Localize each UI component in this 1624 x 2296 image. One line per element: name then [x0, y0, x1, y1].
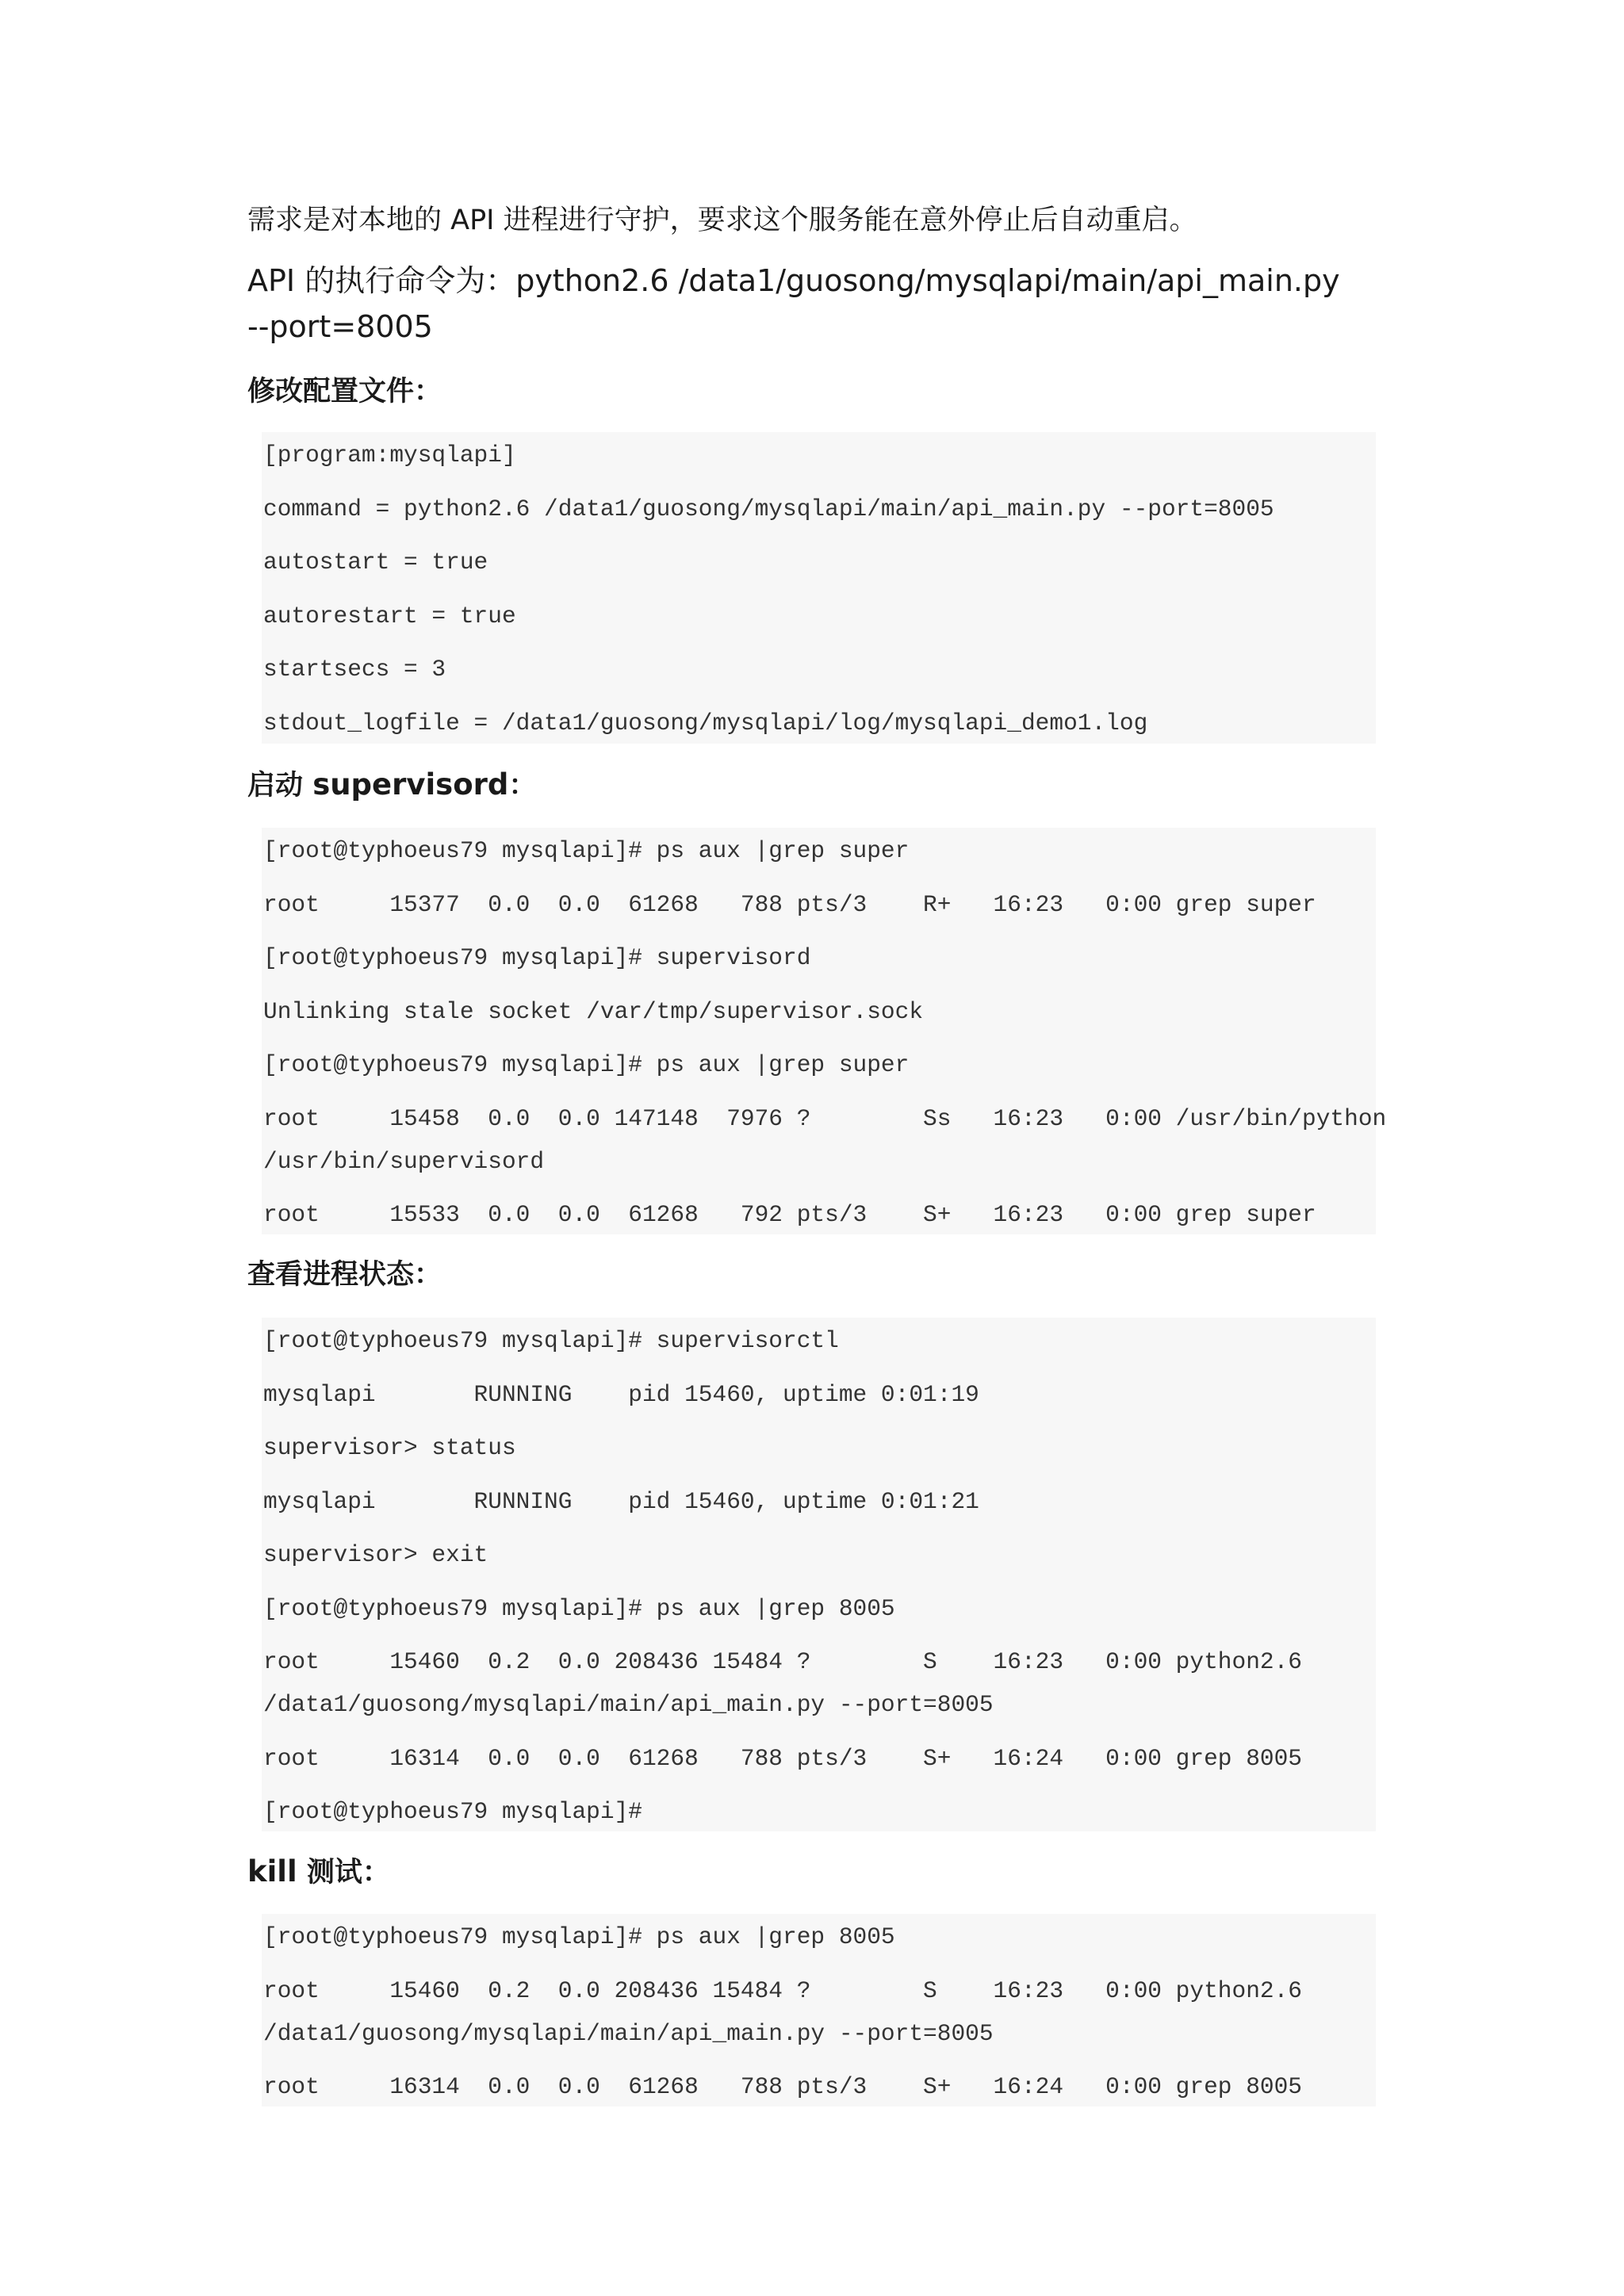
code-line: Unlinking stale socket /var/tmp/supervisor.sock: [263, 998, 924, 1025]
intro-paragraph: 需求是对本地的 API 进程进行守护，要求这个服务能在意外停止后自动重启。: [247, 205, 1197, 236]
code-line: /data1/guosong/mysqlapi/main/api_main.py --port=8005: [263, 1691, 994, 1718]
code-line: supervisor> status: [263, 1434, 516, 1461]
section-heading-status: [247, 1253, 442, 1297]
code-line: autostart = true: [263, 549, 488, 576]
command-line-1: API 的执行命令为：python2.6 /data1/guosong/mysqlapi/main/api_main.py: [247, 263, 1340, 298]
code-line: mysqlapi RUNNING pid 15460, uptime 0:01:21: [263, 1488, 979, 1515]
code-line: [root@typhoeus79 mysqlapi]# ps aux |grep super: [263, 837, 910, 864]
code-line: root 16314 0.0 0.0 61268 788 pts/3 S+ 16:24 0:00 grep 8005: [263, 1745, 1303, 1772]
code-line: root 15460 0.2 0.0 208436 15484 ? S 16:23 0:00 python2.6: [263, 1977, 1303, 2004]
code-line: stdout_logfile = /data1/guosong/mysqlapi/log/mysqlapi_demo1.log: [263, 710, 1148, 737]
code-line: [program:mysqlapi]: [263, 442, 516, 469]
code-line: [root@typhoeus79 mysqlapi]# ps aux |grep 8005: [263, 1923, 895, 1950]
heading-suffix: 测试：: [297, 1857, 390, 1888]
code-line: root 15533 0.0 0.0 61268 792 pts/3 S+ 16:23 0:00 grep super: [263, 1201, 1316, 1228]
section-heading-start-supervisord: [247, 763, 536, 808]
section-heading-config: [247, 369, 442, 414]
code-line: [root@typhoeus79 mysqlapi]# ps aux |grep super: [263, 1051, 910, 1078]
code-line: root 15458 0.0 0.0 147148 7976 ? Ss 16:23 0:00 /usr/bin/python: [263, 1105, 1387, 1132]
code-line: [root@typhoeus79 mysqlapi]# ps aux |grep 8005: [263, 1595, 895, 1622]
heading-suffix: ：: [508, 770, 537, 802]
heading-text: 启动: [247, 770, 313, 802]
heading-keyword: kill: [247, 1854, 297, 1888]
code-line: [root@typhoeus79 mysqlapi]# supervisorctl: [263, 1327, 839, 1354]
code-line: /data1/guosong/mysqlapi/main/api_main.py --port=8005: [263, 2020, 994, 2047]
code-line: root 16314 0.0 0.0 61268 788 pts/3 S+ 16:24 0:00 grep 8005: [263, 2073, 1303, 2100]
code-line: [root@typhoeus79 mysqlapi]#: [263, 1798, 642, 1825]
code-block-config: [262, 432, 1376, 744]
section-heading-kill-test: [247, 1850, 390, 1895]
code-line: command = python2.6 /data1/guosong/mysqlapi/main/api_main.py --port=8005: [263, 496, 1274, 522]
heading-keyword: supervisord: [312, 767, 509, 802]
code-line: autorestart = true: [263, 603, 516, 629]
code-block-start: [262, 828, 1387, 1234]
code-block-kill: [262, 1914, 1376, 2107]
code-line: [root@typhoeus79 mysqlapi]# supervisord: [263, 944, 811, 971]
heading-text: 查看进程状态：: [247, 1259, 442, 1291]
code-block-status: [262, 1318, 1376, 1831]
code-line: startsecs = 3: [263, 656, 446, 683]
code-line: supervisor> exit: [263, 1541, 488, 1568]
code-line: /usr/bin/supervisord: [263, 1148, 545, 1175]
code-line: root 15460 0.2 0.0 208436 15484 ? S 16:23 0:00 python2.6: [263, 1648, 1303, 1675]
command-line-2: --port=8005: [247, 309, 433, 344]
heading-text: 修改配置文件：: [247, 376, 442, 408]
code-line: root 15377 0.0 0.0 61268 788 pts/3 R+ 16:23 0:00 grep super: [263, 891, 1316, 918]
code-line: mysqlapi RUNNING pid 15460, uptime 0:01:19: [263, 1381, 979, 1408]
